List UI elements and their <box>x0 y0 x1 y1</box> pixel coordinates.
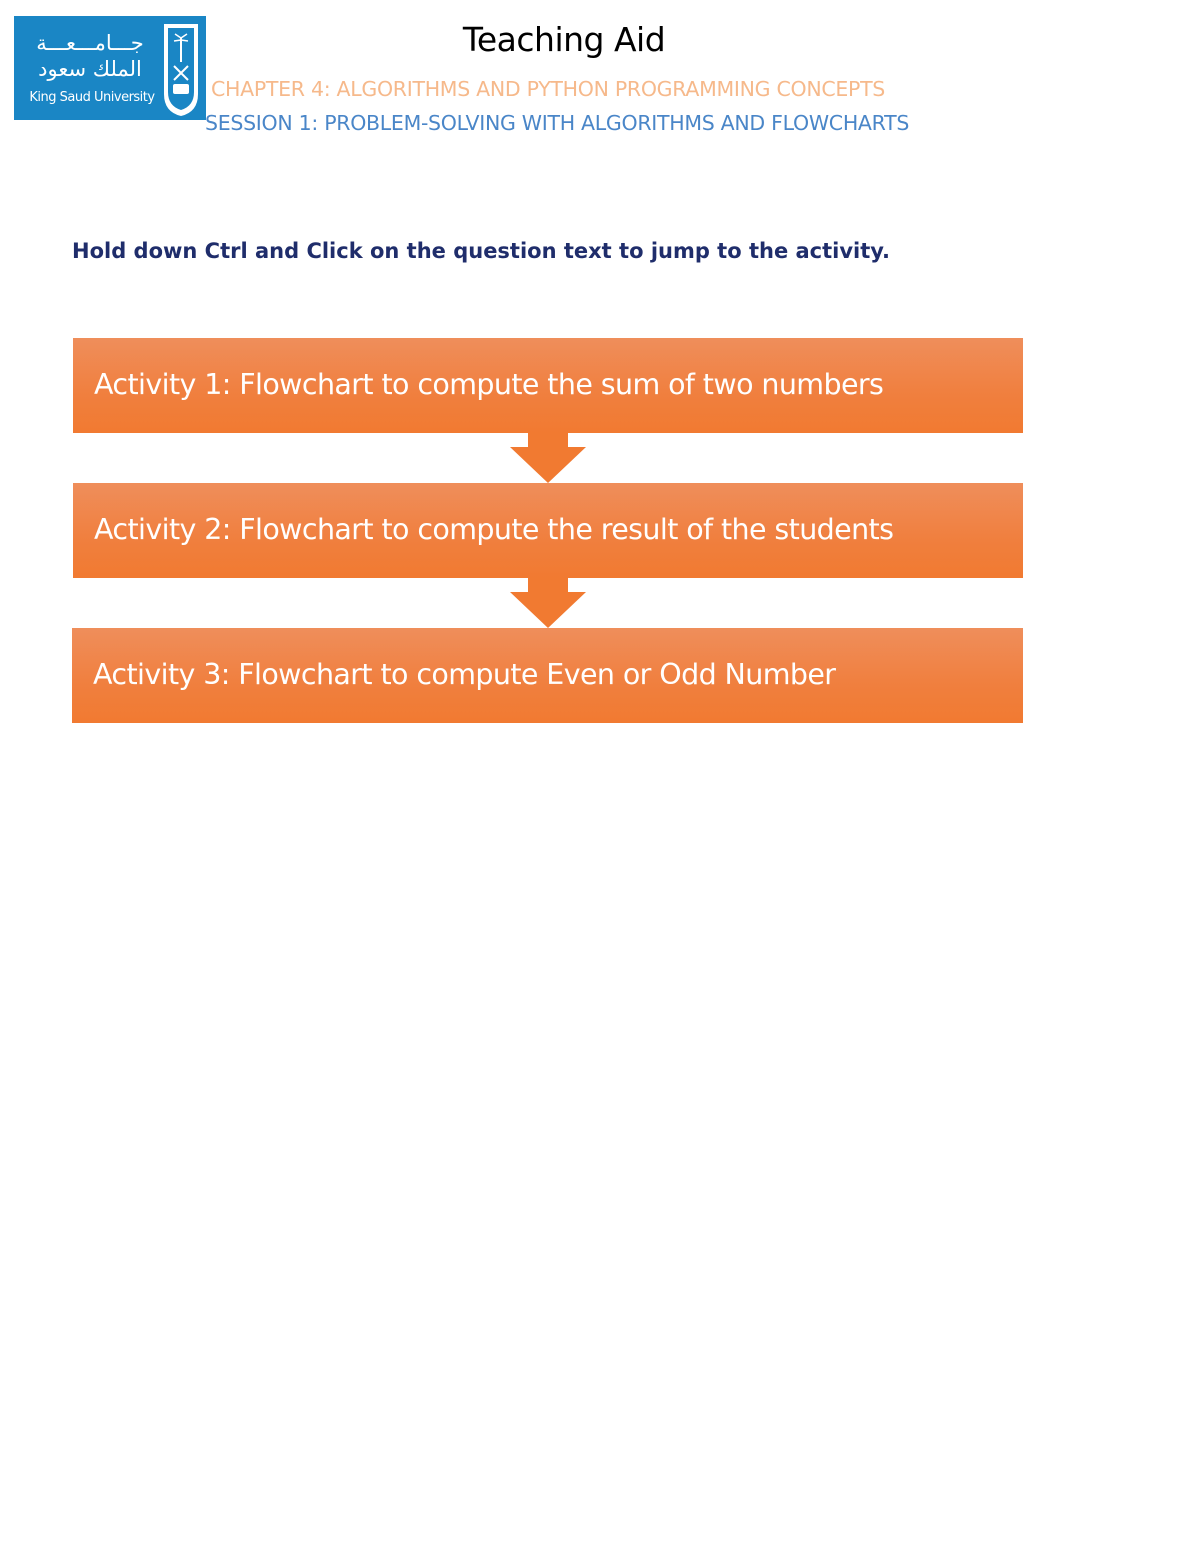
session-heading: SESSION 1: PROBLEM-SOLVING WITH ALGORITHMS AND FLOWCHARTS <box>205 111 910 135</box>
instruction-text: Hold down Ctrl and Click on the question text to jump to the activity. <box>72 239 891 263</box>
activity-2-label[interactable]: Activity 2: Flowchart to compute the result of the students <box>94 512 894 546</box>
logo-arabic-line1: جـــامـــعـــة <box>36 31 144 55</box>
activity-2-link[interactable] <box>73 483 1023 578</box>
chapter-heading: CHAPTER 4: ALGORITHMS AND PYTHON PROGRAMMING CONCEPTS <box>211 77 886 101</box>
activity-3-link[interactable] <box>72 628 1023 723</box>
logo-arabic-line2: الملك سعود <box>38 57 142 81</box>
page-title: Teaching Aid <box>462 20 666 59</box>
activity-1-link[interactable] <box>73 338 1023 433</box>
activity-1-label[interactable]: Activity 1: Flowchart to compute the sum of two numbers <box>94 367 884 401</box>
book-icon <box>173 84 189 94</box>
down-arrow-icon <box>510 433 586 483</box>
logo-english-name: King Saud University <box>29 90 155 105</box>
down-arrow-icon <box>510 578 586 628</box>
activity-3-label[interactable]: Activity 3: Flowchart to compute Even or Odd Number <box>93 657 836 691</box>
